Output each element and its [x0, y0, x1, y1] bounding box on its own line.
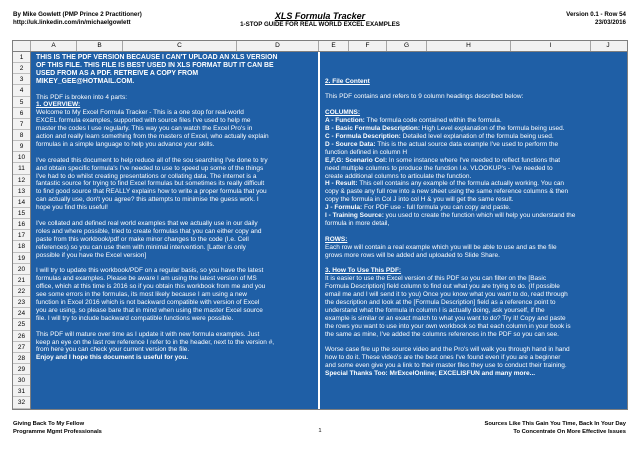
column-def-c: C - Formula Description: Detailed level explanation of the formula being used. [325, 132, 554, 140]
corner-cell [13, 41, 31, 51]
text-line: Worse case fire up the source video and the Pro's will walk you through hand in hand [325, 346, 570, 354]
text-line: I will try to update this workbook/PDF on a regular basis, so you have the latest [36, 267, 264, 275]
column-header-g: G [387, 41, 427, 51]
header-version-block [566, 11, 626, 27]
text-line: master the codes I use regularly. This way you can watch the Excel Pro's in [36, 125, 253, 133]
row-header: 32 [13, 397, 30, 408]
notice-line: OF THIS FILE. THIS FILE IS BEST USED IN XLS FORMAT BUT IT CAN BE [36, 61, 274, 69]
row-header: 7 [13, 119, 30, 130]
author-url-link[interactable]: http://uk.linkedin.com/in/michaelgowlett [13, 19, 131, 26]
row-header: 11 [13, 163, 30, 174]
text-line: paste from this workbook/pdf or make minor changes to the code (I.e. Cell [36, 235, 249, 243]
text-line: email me and I will send it to you) Once you know what you want to do, read through [325, 291, 568, 299]
row-header: 12 [13, 175, 30, 186]
text-line: from here you can check your current version the file. [36, 346, 190, 354]
text-line: This PDF contains and refers to 9 column headings described below: [325, 93, 524, 101]
text-line: file. I will try to include backward compatible functions were possible. [36, 314, 234, 322]
row-header: 9 [13, 141, 30, 152]
notice-email: MIKEY_GEE@HOTMAIL.COM. [36, 77, 135, 85]
text-line: understand what the formula in column I is actually doing, ask yourself, if the [325, 306, 545, 314]
row-header: 23 [13, 297, 30, 308]
row-header: 21 [13, 275, 30, 286]
text-line: see some errors in the formulas, its most likely because I am using a new [36, 291, 247, 299]
notice-line: THIS IS THE PDF VERSION BECAUSE I CAN'T UPLOAD AN XLS VERSION [36, 54, 278, 61]
text-line: formulas in a simple language to help you advance your skills. [36, 140, 215, 148]
column-header-b: B [77, 41, 123, 51]
column-header-h: H [427, 41, 511, 51]
text-line: Formula Description] field column to find out what you are trying to do. (If possible [325, 283, 560, 291]
row-header: 14 [13, 197, 30, 208]
file-content-panel [320, 52, 627, 409]
row-header-bar [13, 52, 31, 409]
row-header: 27 [13, 342, 30, 353]
version-label: Version 0.1 - Row 54 [566, 11, 626, 18]
text-line: It is easier to use the Excel version of this PDF so you can filter on the [Basic [325, 275, 547, 283]
text-line: and obtain specific formula's I've needed to use to speed up some of the things [36, 164, 264, 172]
row-header: 15 [13, 208, 30, 219]
text-line: the description and look at the [Formula Description] field as a reference point to [325, 298, 556, 306]
text-line: hope you find this useful! [36, 204, 108, 212]
row-header: 17 [13, 230, 30, 241]
column-def-a: A - Function: The formula code contained within the formula. [325, 117, 502, 125]
row-header: 5 [13, 97, 30, 108]
text-line: possible if you have the Excel version] [36, 251, 147, 259]
column-def-j: J - Formula: For PDF use - full formula you can copy and paste. [325, 204, 511, 212]
text-line: fantastic source for trying to find Excel formulas but sometimes its really difficult [36, 180, 265, 188]
text-line: keep an eye on the last row reference I refer to in the header, next to the version #, [36, 338, 275, 346]
overview-heading: 1. OVERVIEW: [36, 101, 81, 109]
row-header: 25 [13, 319, 30, 330]
text-line: to find good source that REALLY explains how to write a proper formula that you [36, 188, 267, 196]
column-header-d: D [237, 41, 319, 51]
column-header-e: E [319, 41, 349, 51]
text-line: copy the formula in Col J into col H & you will get the same result. [325, 196, 514, 204]
column-header-i: I [511, 41, 591, 51]
row-header: 19 [13, 253, 30, 264]
row-header: 29 [13, 364, 30, 375]
date-label: 23/03/2016 [595, 19, 626, 26]
row-header: 10 [13, 152, 30, 163]
text-line: the rows you want to use into your own workbook so that each column in your book is [325, 322, 571, 330]
columns-heading: COLUMNS: [325, 109, 361, 117]
text-line: the same as mine, I've added the columns references in the PDF so you can see. [325, 330, 559, 338]
text-line: grows more rows will be added and uploaded to Slide Share. [325, 251, 500, 259]
author-name: By Mike Gowlett (PMP Prince 2 Practitioner) [13, 11, 142, 18]
header-author-block [13, 11, 142, 27]
row-header: 28 [13, 353, 30, 364]
row-header: 31 [13, 386, 30, 397]
row-header: 18 [13, 241, 30, 252]
column-header-a: A [31, 41, 77, 51]
text-line: This PDF will mature over time as I update it with new formula examples. Just [36, 330, 260, 338]
text-line: Each row will contain a real example which you will be able to use and as the file [325, 243, 557, 251]
text-line: roles and where possible, tried to create formulas that you can either copy and [36, 227, 262, 235]
column-header-c: C [123, 41, 237, 51]
row-header: 2 [13, 63, 30, 74]
footer-right-line: To Concentrate On More Effective Issues [513, 429, 626, 435]
how-to-use-heading: 3. How To Use This PDF: [325, 267, 402, 275]
column-header-f: F [349, 41, 387, 51]
text-line: function in Excel 2016 which is not backward compatible with version of Excel [36, 299, 260, 307]
text-line: function defined in column H [325, 148, 408, 156]
column-def-h: H - Result: This cell contains any example of the formula actually working. You can [325, 180, 565, 188]
row-header: 30 [13, 375, 30, 386]
footer-left-line: Programme Mgmt Professionals [13, 429, 102, 435]
text-line: Welcome to My Excel Formula Tracker - This is a one stop for real-world [36, 109, 244, 117]
row-header: 24 [13, 308, 30, 319]
footer-left-line: Giving Back To My Fellow [13, 421, 85, 427]
row-header: 20 [13, 264, 30, 275]
row-header: 1 [13, 52, 30, 63]
column-def-d: D - Source Data: This is the actual source data example I've used to perform the [325, 140, 559, 148]
row-header: 22 [13, 286, 30, 297]
text-line: how to do it. These video's are the best ones I've found even if you are a beginner [325, 354, 561, 362]
text-line: need multiple columns to produce the function I.e. VLOOKUP's - I've needed to [325, 164, 553, 172]
text-line: I've created this document to help reduce all of the sou searching I've done to try [36, 156, 268, 164]
text-line: formula in more detail, [325, 219, 390, 227]
text-line: copy & paste any full row into a new sheet using the same reference columns & then [325, 188, 569, 196]
document-subtitle: 1-STOP GUIDE FOR REAL WORLD EXCEL EXAMPLES [240, 21, 400, 28]
row-header: 6 [13, 108, 30, 119]
row-header: 26 [13, 331, 30, 342]
footer-right-line: Sources Like This Gain You Time, Back In Your Day [484, 421, 626, 427]
row-header: 4 [13, 85, 30, 96]
column-header-j: J [606, 42, 610, 49]
row-header: 13 [13, 186, 30, 197]
page-number: 1 [318, 428, 322, 434]
closing-line: Enjoy and I hope this document is useful for you. [36, 354, 189, 362]
text-line: EXCEL formula examples, supported with source files I've used to help me [36, 117, 251, 125]
text-line: and some even give you a link to their master files they use to conduct their training. [325, 362, 567, 370]
notice-line: USED FROM AS A PDF. RETREIVE A COPY FROM [36, 69, 199, 77]
rows-heading: ROWS: [325, 235, 348, 243]
row-header: 16 [13, 219, 30, 230]
overview-panel [31, 52, 319, 409]
parts-intro: This PDF is broken into 4 parts: [36, 93, 128, 101]
column-def-i: I - Training Source: you used to create the function which will help you understand the [325, 212, 576, 220]
text-line: office, which at this time is 2016 so if you obtain this workbook from me and you [36, 283, 266, 291]
text-line: formulas and examples. Please be aware I am using the latest version of MS [36, 275, 257, 283]
text-line: I've collated and defined real world examples that we actually use in our daily [36, 219, 258, 227]
column-def-b: B - Basic Formula Description: High Level explanation of the formula being used. [325, 125, 565, 133]
row-header: 8 [13, 130, 30, 141]
header-title-block [200, 11, 440, 29]
text-line: I've had to do whilst creating presentations or collating data. The internet is a [36, 172, 257, 180]
column-header-bar [13, 41, 627, 52]
row-header: 3 [13, 74, 30, 85]
text-line: can actually use, don't you agree? this attempts to minimise the guess work. I [36, 196, 259, 204]
file-content-heading: 2. File Content [325, 77, 370, 85]
footer-right [484, 420, 626, 436]
text-line: action and really learn something from the masters of Excel, who actually explain [36, 133, 269, 141]
text-line: example is similar or an exact match to what you want to do? Try it! Copy and paste [325, 314, 566, 322]
text-line: create additional columns to articulate the function. [325, 172, 472, 180]
spreadsheet [12, 40, 628, 410]
column-def-efg: E,F,G: Scenario Col: In some instance where I've needed to reflect functions that [325, 156, 560, 164]
footer-left [13, 420, 102, 436]
document-title: XLS Formula Tracker [274, 11, 366, 21]
special-thanks: Special Thanks Too: MrExcelOnline; EXCELISFUN and many more... [325, 370, 536, 378]
text-line: you are using, so please bare that in mind when using the master Excel source [36, 306, 263, 314]
text-line: references) so you can use them with minimal intervention. [Latter is only [36, 243, 246, 251]
